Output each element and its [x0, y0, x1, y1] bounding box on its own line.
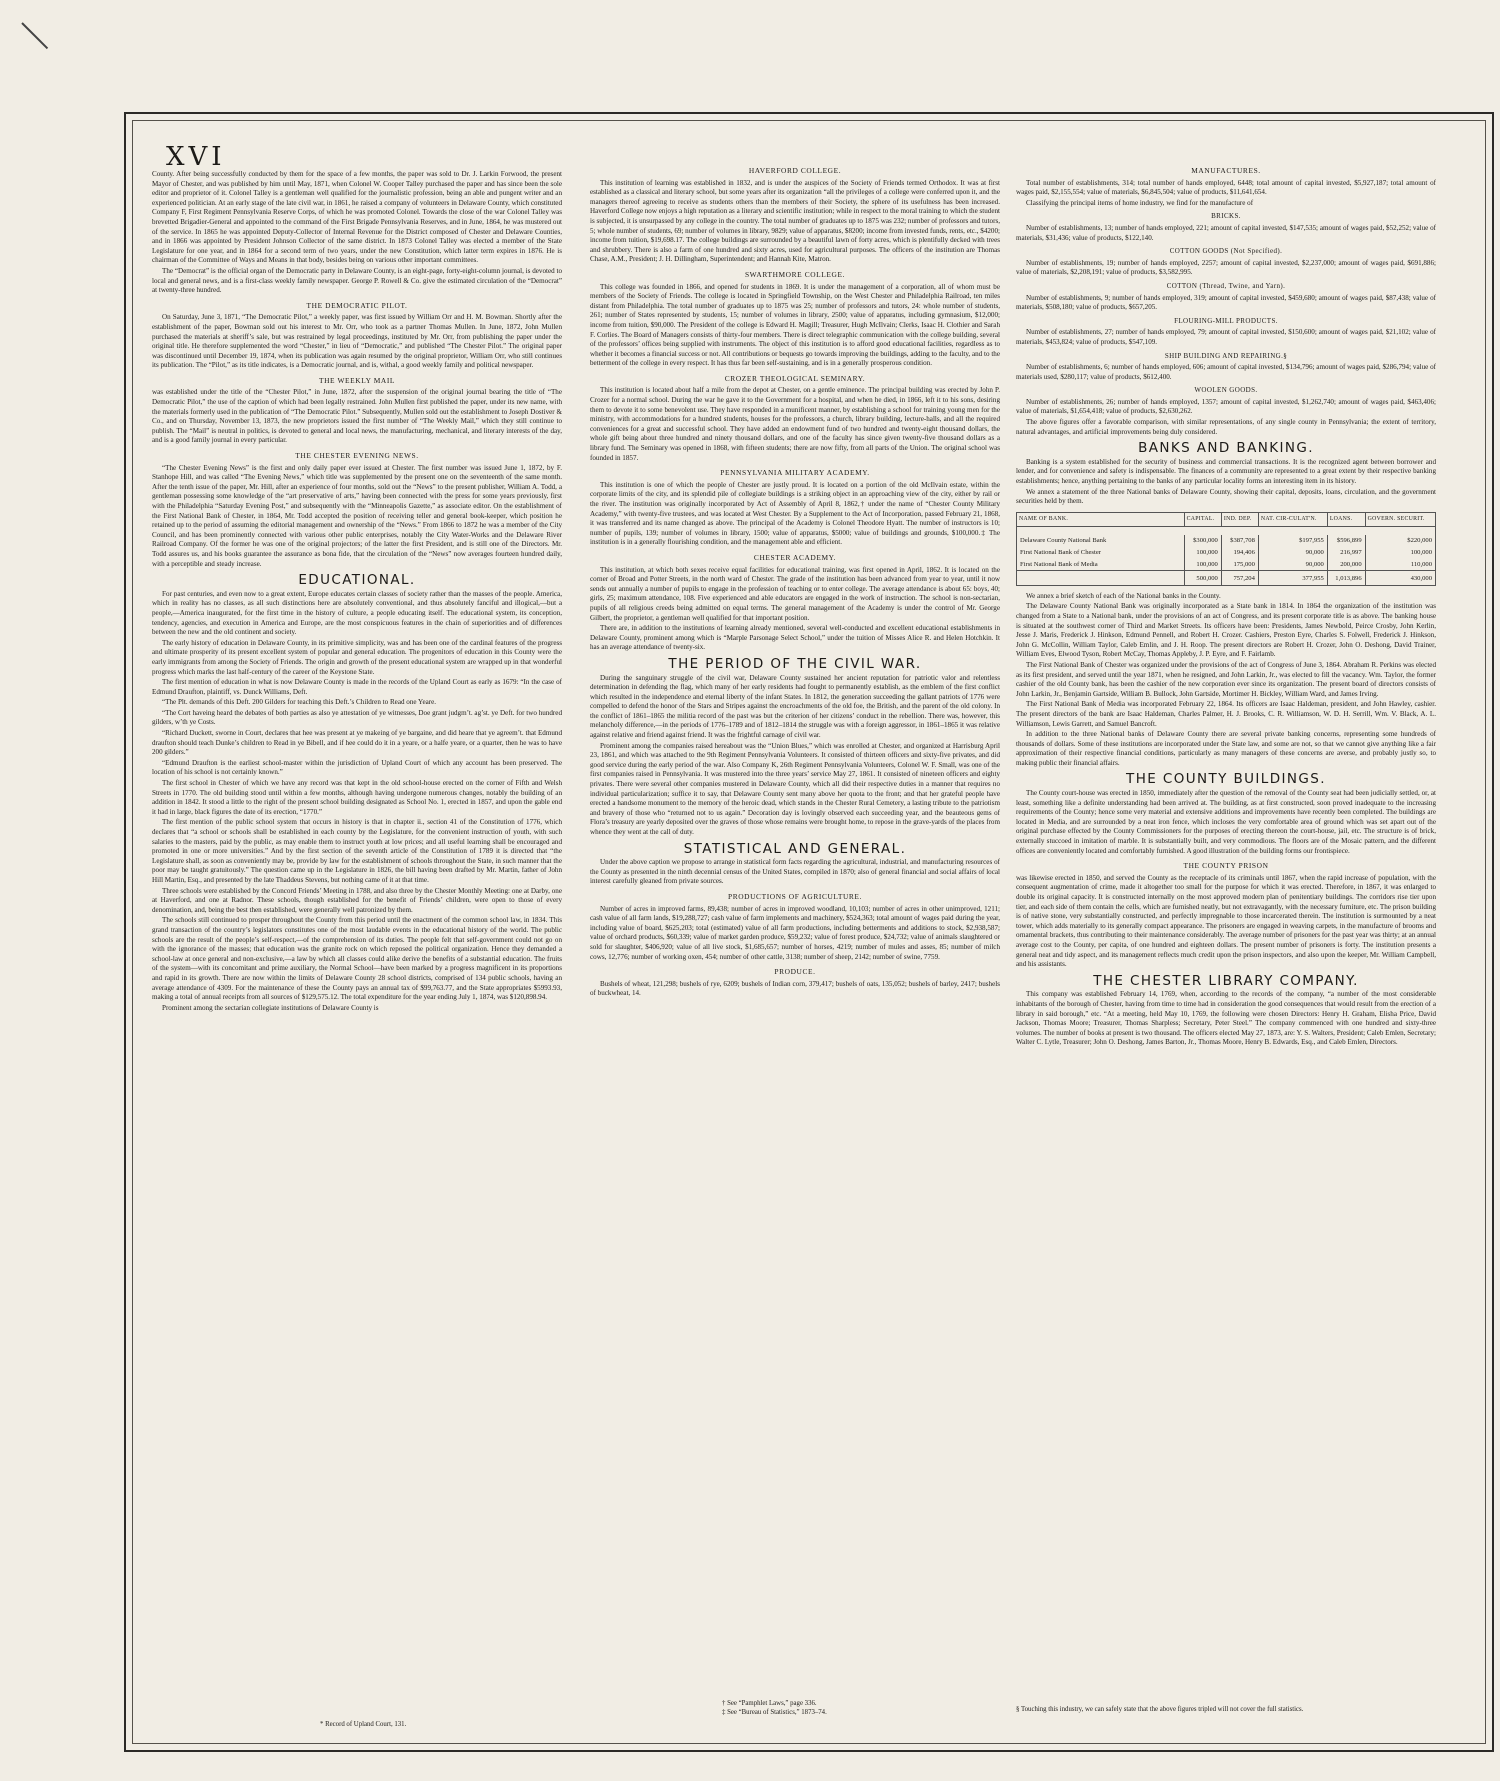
- section-heading: FLOURING-MILL PRODUCTS.: [1174, 316, 1278, 325]
- paragraph: In addition to the three National banks of Delaware County there are several private banking concerns, representing some hundreds of thousands of dollars. Some of these institutions are incorporated under the State law, and some are not, so that we cannot give anything like a fair approximation of their respective financial conditions, particularly as many managers of these concerns are averse, and probably justly so, to making public their financial affairs.: [1016, 730, 1436, 767]
- section-heading: PRODUCE.: [774, 967, 816, 977]
- table-cell: 1,013,896: [1327, 571, 1365, 586]
- paragraph: Number of establishments, 13; number of hands employed, 221; amount of capital invested, $147,535; amount of wages paid, $52,252; value of materials, $31,436; value of products, $122,140.: [1016, 223, 1436, 242]
- paragraph: Classifying the principal items of home industry, we find for the manufacture of: [1026, 198, 1254, 207]
- section-heading: CROZER THEOLOGICAL SEMINARY.: [724, 373, 866, 383]
- section-heading: CHESTER ACADEMY.: [753, 552, 837, 562]
- paragraph: This institution is located about half a mile from the depot at Chester, on a gentle eminence. The principal building was erected by John P. Crozer for a normal school. During the war he gave it to the Government for a hospital, and when he died, in 1866, left it to his sons, desiring them to devote it to some benevolent use. They have responded in a munificent manner, by establishing a school for training young men for the ministry, with accommodations for a hundred students, houses for the professors, a church, library building, lecture-halls, and all the required conveniences for a great and successful school. They have added an endowment fund of two hundred and twenty-eight thousand dollars, the whole gift being about three hundred and ninety thousand dollars, and one of the faculty has since given twenty-five thousand dollars as a library fund. The Seminary was opened in 1868, with fifteen students; there are now fifty, from all parts of the Union. The original school was founded in 1857.: [590, 386, 1000, 462]
- paragraph: This college was founded in 1866, and opened for students in 1869. It is under the management of a corporation, all of whom must be members of the Society of Friends. The college is located in Springfield Township, on the West Chester and Philadelphia Railroad, ten miles distant from Philadelphia. The total number of graduates up to 1875 was 25; number of professors and tutors, 24: whole number of students, 261; number of States represented by students, 15; number of volumes in library, 2500; value of apparatus, including gymnasium, $12,000; income from tuition, $90,000. The President of the college is Edward H. Magill; Treasurer, Hugh McIlvain; Clerks, Isaac H. Clothier and Sarah F. Corlies. The Board of Managers consists of thirty-four members. There is direct telegraphic communication with the college building, several of the professors’ offices being supplied with instruments. The object of this institution is to afford good educational facilities, regardless as to whether it becomes a financial success or not. All contributions or bequests go towards improving the buildings, adding to the faculty, and to the betterment of the college in every respect. It has thus far been self-sustaining, and is in a generally prosperous condition.: [590, 282, 1000, 368]
- paragraph: Number of establishments, 6; number of hands employed, 606; amount of capital invested, $134,796; amount of wages paid, $286,794; value of materials used, $280,117; value of products, $612,400.: [1016, 363, 1436, 381]
- paragraph: was established under the title of the “Chester Pilot,” in June, 1872, after the suspension of the original journal bearing the title of “The Democratic Pilot,” the use of the caption of which had been legally restrained. John Mullen first published the paper, under its new name, with the materials formerly used in the publication of “The Democratic Pilot.” Subsequently, Mullen sold out the establishment to Joseph Dostiver & Co., and on Thursday, November 13, 1873, the new proprietors issued the first number of “The Weekly Mail,” which they still continue to publish. The “Mail” is neutral in politics, is devoted to general and local news, the manufacturing, mechanical, and literary interests of the day, and is a good family journal in every particular.: [152, 388, 562, 445]
- section-heading: PRODUCTIONS OF AGRICULTURE.: [728, 891, 862, 901]
- paragraph: Prominent among the companies raised hereabout was the “Union Blues,” which was enrolled at Chester, and organized at Harrisburg April 23, 1861, and which was attached to the 9th Regiment Pennsylvania Volunteers. It consisted of thirteen officers and sixty-five privates, and did good service during the early period of the war. Also Company K, 26th Regiment Pennsylvania Volunteers, Colonel W. F. Small, was one of the first companies raised in Pennsylvania. It was mustered into the three years’ service May 27, 1861. It consisted of nineteen officers and eighty privates. There were several other companies mustered in Delaware County, which all did their respective duties in a manner that requires no individual particularization; suffice it to say, that Delaware County sent many above her quota to the front; and that her grateful people have erected a handsome monument to the memory of the heroic dead, which stands in the Chester Rural Cemetery, a lasting tribute to the patriotism and bravery of those who “returned not to us again.” Decoration day is lovingly observed each succeeding year, and the beauteous gems of Flora’s treasury are yearly deposited over the graves of those whose remains were brought home, to repose in the grave-yards of the places from whence they went at the call of duty.: [590, 741, 1000, 836]
- table-cell: 100,000: [1365, 547, 1435, 559]
- table-cell: 100,000: [1184, 547, 1221, 559]
- footnote: * Record of Upland Court, 131.: [320, 1721, 407, 1728]
- paragraph: Number of establishments, 26; number of hands employed, 1357; amount of capital invested, $1,262,740; amount of wages paid, $463,406; value of materials, $1,654,418; value of products, $2,630,262.: [1016, 397, 1436, 416]
- table-row: [1017, 547, 1436, 559]
- chapter-heading: STATISTICAL AND GENERAL.: [683, 840, 907, 857]
- table-cell: $300,000: [1184, 535, 1221, 547]
- paragraph: Bushels of wheat, 121,298; bushels of rye, 6209; bushels of Indian corn, 379,417; bushels of oats, 135,052; bushels of barley, 2417; bushels of buckwheat, 14.: [590, 979, 1000, 998]
- table-cell: 100,000: [1184, 559, 1221, 571]
- paragraph: We annex a brief sketch of each of the National banks in the County.: [1026, 591, 1221, 600]
- table-row: [1017, 535, 1436, 547]
- paragraph: For past centuries, and even now to a great extent, Europe educates certain classes of society rather than the masses of the people. America, which in reality has no classes, as all such distinctions here are absolutely conventional, and thus absolutely fanciful and illogical,—but a people,—America inaugurated, for the first time in the history of culture, a people educating itself. The educational system, its conception, tendency, agencies, and execution in America and Europe, are the most conspicuous features in the chain of superiorities and of differences between the new and the old continent and society.: [152, 589, 562, 637]
- column-header: IND. DEP.: [1221, 512, 1258, 527]
- paragraph: Number of acres in improved farms, 89,438; number of acres in improved woodland, 10,103; number of acres in other unimproved, 1211; cash value of all farm lands, $19,288,727; cash value of farm implements and machinery, $524,363; total amount of wages paid during the year, including value of board, $625,203; total (estimated) value of all farm productions, including betterments and additions to stock, $2,938,587; value of orchard products, $60,339; value of market garden produce, $59,232; value of forest produce, $24,732; value of animals slaughtered or sold for slaughter, $406,920; value of all live stock, $1,685,657; number of horses, 4219; number of mules and asses, 85; number of milch cows, 12,776; number of working oxen, 454; number of other cattle, 3138; number of sheep, 2142; number of swine, 7759.: [590, 904, 1000, 961]
- paragraph: Total number of establishments, 314; total number of hands employed, 6448; total amount of capital invested, $5,927,187; total amount of wages paid, $2,155,554; value of materials, $6,845,504; value of products, $11,641,654.: [1016, 178, 1436, 197]
- section-heading: THE COUNTY PRISON: [1183, 861, 1269, 871]
- chapter-heading: EDUCATIONAL.: [298, 572, 416, 589]
- paragraph: The early history of education in Delaware County, in its primitive simplicity, was and has been one of the cardinal features of the progress and ultimate prosperity of its present excellent system of popular and general education. The progenitors of education in this County were the early immigrants from among the Society of Friends. The origin and growth of the present educational system are wrapped up in that wonderful progress which marks the last half-century of the career of the Keystone State.: [152, 638, 562, 676]
- paragraph: Under the above caption we propose to arrange in statistical form facts regarding the agricultural, industrial, and manufacturing resources of the County as presented in the ninth decennial census of the United States, compiled in 1870; also of general financial and social affairs of local interest carefully gleaned from private sources.: [590, 858, 1000, 886]
- table-cell: First National Bank of Media: [1017, 559, 1185, 571]
- paragraph: Banking is a system established for the security of business and commercial transactions. It is the recognized agent between borrower and lender, and for convenience and safety is indispensable. The finances of a community are represented to a great extent by their respective banking establishments; hence, anything pertaining to the banks of any particular locality forms an interesting item in its history.: [1016, 457, 1436, 486]
- paragraph: Number of establishments, 19; number of hands employed, 2257; amount of capital invested, $2,237,000; amount of wages paid, $691,886; value of materials, $2,208,191; value of products, $3,582,995.: [1016, 258, 1436, 277]
- paragraph: The first mention of the public school system that occurs in history is that in chapter ii., section 41 of the Constitution of 1776, which declares that “a school or schools shall be established in each county by the Legislature, for the convenient instruction of youth, with such salaries to the masters, paid by the public, as may enable them to instruct youth at low prices; and all useful learning shall be encouraged and promoted in one or more universities.” And by the first section of the seventh article of the Constitution of 1789 it is directed that “the Legislature shall, as soon as conveniently may be, provide by law for the establishment of schools throughout the State, in such manner that the poor may be taught gratuitously.” The question came up in the Legislature in 1826, the bill having been drafted by Mr. Martin, father of John Hill Martin, Esq., and presented by the late Thaddeus Stevens, but nothing came of it at that time.: [152, 818, 562, 884]
- column-header: NAT. CIR-CULAT'N.: [1258, 512, 1327, 527]
- paragraph: “Edmund Draufton is the earliest school-master within the jurisdiction of Upland Court of which any account has been preserved. The location of his school is not certainly known.”: [152, 758, 562, 777]
- paragraph: The Delaware County National Bank was originally incorporated as a State bank in 1814. In 1864 the organization of the institution was changed from a State to a National bank, under the provisions of an act of Congress, and its present corporate title is as above. The banking house is situated at the southwest corner of Third and Market Streets. Its officers have been: Presidents, James Newbold, Peirce Crosby, John Kerlin, Jesse J. Maris, Frederick J. Hinkson, Edmund Pennell, and Robert H. Crozer. Cashiers, Preston Eyre, Charles S. Folwell, Frederick J. Hinkson, John G. McCollin, William Taylor, Caleb Emlin, and J. H. Roop. The present directors are Robert H. Crozer, John O. Deshong, David Trainer, William Eves, Elwood Tyson, Robert McCay, Thomas Appleby, J. P. Eyre, and F. Fairlamb.: [1016, 602, 1436, 659]
- paragraph: “The Cort haveing heard the debates of both parties as also ye attestation of ye witnesses, Doe grant judgm’t. ag’st. ye Deft. for two hundred gilders, w’th ye Costs.: [152, 708, 562, 727]
- section-heading: THE CHESTER EVENING NEWS.: [295, 451, 419, 461]
- section-heading: BRICKS.: [1211, 212, 1241, 221]
- paragraph: This company was established February 14, 1769, when, according to the records of the company, “a number of the most considerable inhabitants of the borough of Chester, having from time to time had in consideration the good consequences that would result from the erection of a library in said borough,” etc. “At a meeting, held May 10, 1769, the following were chosen Directors: Henry H. Graham, Elisha Price, David Jackson, Thomas Moore; Treasurer, Thomas Sharpless; Secretary, Peter Steel.” The company commenced with one hundred and sixty-three volumes. The number of books at present is two thousand. The officers elected May 27, 1873, are: Y. S. Walters, President; Caleb Emlen, Secretary; Walter C. Lytle, Treasurer; John O. Deshong, James Barton, Jr., Thomas Moore, Henry B. Edwards, Esq., and Caleb Emlen, Directors.: [1016, 990, 1436, 1047]
- scan-corner-mark: [21, 22, 48, 49]
- section-heading: THE DEMOCRATIC PILOT.: [306, 300, 408, 310]
- table-total-row: [1017, 571, 1436, 586]
- chapter-heading: THE CHESTER LIBRARY COMPANY.: [1093, 972, 1359, 989]
- chapter-heading: THE COUNTY BUILDINGS.: [1126, 771, 1326, 788]
- footnote: § Touching this industry, we can safely state that the above figures tripled will not cover the full statistics.: [1016, 1706, 1304, 1713]
- table-cell: Delaware County National Bank: [1017, 535, 1185, 547]
- paragraph: Number of establishments, 27; number of hands employed, 79; amount of capital invested, $150,600; amount of wages paid, $21,102; value of materials, $453,824; value of products, $547,109.: [1016, 328, 1436, 346]
- table-header-row: [1017, 512, 1436, 527]
- column-left: [152, 170, 562, 1743]
- paragraph: The County court-house was erected in 1850, immediately after the question of the removal of the County seat had been judicially settled, or, at least, something like a definite understanding had been arrived at. The building, as at first constructed, soon proved inadequate to the increasing requirements of the County; hence some very material and extensive additions and improvements have recently been completed. The buildings are located in Media, and are surrounded by a neat iron fence, which incloses the very comfortable area of ground which was set apart out of the original purchase effected by the County Commissioners for the purposes of erecting thereon the court-house, jail, etc. The structure is of brick, externally stuccoed in imitation of marble. It is substantially built, and very commodious. The floors are of the Mosaic pattern, and the different offices are conveniently located and comfortably furnished. A good illustration of the building forms our frontispiece.: [1016, 789, 1436, 855]
- table-row: [1017, 559, 1436, 571]
- table-cell: $387,708: [1221, 535, 1258, 547]
- paragraph: Three schools were established by the Concord Friends’ Meeting in 1788, and also three by the Chester Monthly Meeting: one at Darby, one at Haverford, and one at Radnor. These schools, though established for the benefit of Friends’ children, were open to those of every denomination, and, being the best then established, were generally well patronized by them.: [152, 886, 562, 914]
- section-heading: PENNSYLVANIA MILITARY ACADEMY.: [720, 468, 870, 478]
- table-cell: 377,955: [1258, 571, 1327, 586]
- table-cell: $596,899: [1327, 535, 1365, 547]
- table-cell: 90,000: [1258, 547, 1327, 559]
- paragraph: The schools still continued to prosper throughout the County from this period until the enactment of the common school law, in 1834. This grand transaction of the country’s legislators constitutes one of the most laudable events in the educational history of the world. The public schools are the result of the people’s self-respect,—of the comprehension of its duties. The people felt that self-government could not go on with the ignorance of the masses; that education was the granite rock on which reposed the political organization. Hence they demanded a school-law at once general and non-exclusive,—a law by which all classes could alike derive the benefits of a substantial education. The fruits of the system—with its concomitant and prime auxiliary, the Normal School—have been marked by a progress magnificent in its proportions and rapid in its growth. There are now within the limits of Delaware County 28 school districts, comprised of 134 public schools, having an average attendance of 4309. For the maintenance of these the County pays an annual tax of $99,763.77, and the State appropriates $5993.93, making a total of annual receipts from all sources of $129,575.12. The total expenditure for the year ending July 1, 1874, was $120,898.94.: [152, 916, 562, 1002]
- table-cell: [1017, 571, 1185, 586]
- column-middle: [590, 166, 1000, 1743]
- section-heading: WOOLEN GOODS.: [1194, 386, 1258, 395]
- table-cell: 430,000: [1365, 571, 1435, 586]
- paragraph: On Saturday, June 3, 1871, “The Democratic Pilot,” a weekly paper, was first issued by William Orr and H. M. Bowman. Shortly after the establishment of the paper, Bowman sold out his interest to Mr. Orr, who took as a partner Thomas Mullen. In June, 1872, John Mullen purchased the materials at sheriff’s sale, but was restrained by legal proceedings, instituted by Mr. Orr, from publishing the paper under the original title. He therefore supplemented the word “Chester,” in lieu of “Democratic,” and published “The Chester Pilot.” The original paper was discontinued until December 19, 1874, when its publication was again resumed by the original proprietor, William Orr, who still continues its publication. The “Pilot,” as its title indicates, is a Democratic journal, and is, withal, a good weekly family and political newspaper.: [152, 313, 562, 370]
- table-cell: First National Bank of Chester: [1017, 547, 1185, 559]
- section-heading: SWARTHMORE COLLEGE.: [744, 269, 846, 279]
- page-number: XVI: [166, 142, 226, 172]
- paragraph: The first mention of education in what is now Delaware County is made in the records of the Upland Court as early as 1679: “In the case of Edmund Draufton, plaintiff, vs. Dunck Williams, Deft.: [152, 678, 562, 696]
- paragraph: County. After being successfully conducted by them for the space of a few months, the paper was sold to Dr. J. Larkin Forwood, the present Mayor of Chester, and was published by him until May, 1871, when Colonel W. Cooper Talley purchased the paper and has since been the sole editor and proprietor of it. Colonel Talley is a gentleman well qualified for the journalistic profession, being an able and pungent writer and an experienced politician. At an early stage of the late civil war, in 1861, he raised a company of volunteers in Delaware County, which constituted Company F, First Regiment Pennsylvania Reserve Corps, of which he was promoted Colonel. Towards the close of the war Colonel Talley was brevetted Brigadier-General and appointed to the command of the First Brigade Pennsylvania Reserves, and in June, 1864, he was mustered out of the service. In 1865 he was appointed Deputy-Collector of Internal Revenue for the District composed of Chester and Delaware Counties, and in 1866 was appointed by President Johnson Collector of the same district. In 1873 Colonel Talley was elected a member of the State Legislature for one year, and in 1864 for a second term of two years, under the new Constitution, which latter term expires in 1876. He is chairman of the Committee of Ways and Means in that body, besides being on various other important committees.: [152, 170, 562, 265]
- paragraph: This institution of learning was established in 1832, and is under the auspices of the Society of Friends termed Orthodox. It was at first established as a classical and literary school, but some years after its organization “all the privileges of a college were conferred upon it, and the managers thereof agreeing to receive as students others than the members of their Society, the sphere of its usefulness has been increased. Haverford College now enjoys a high reputation as a literary and scientific institution; while in respect to the moral training to which the student is subjected, it is unsurpassed by any college in the country. The total number of graduates up to 1875 was 232; number of professors and tutors, 5; whole number of students, 69; number of volumes in library, 9829; value of apparatus, $8200; income from invested funds, rents, etc., $4200; income from tuition, $19,698.17. The college buildings are surrounded by a beautiful lawn of forty acres, which is plentifully decked with trees and shrubbery. There is also a farm of one hundred and sixty acres, used for agricultural purposes. The officers of the institution are Thomas Chase, A.M., President; J. H. Dillingham, Superintendent; and Hannah Kite, Matron.: [590, 178, 1000, 264]
- paragraph: The first school in Chester of which we have any record was that kept in the old school-house erected on the corner of Fifth and Welsh Streets in 1770. The old building stood until within a few months, although having undergone numerous changes, notably the building of an addition in 1842. It stood a little to the right of the present school building designated as School No. 1, erected in 1857, and upon the gable end it had in large, black figures the date of its erection, “1770.”: [152, 779, 562, 816]
- paragraph: was likewise erected in 1850, and served the County as the receptacle of its criminals until 1867, when the rapid increase of population, with the consequent augmentation of crime, made it altogether too small for the purpose for which it was erected. Therefore, in 1867, it was enlarged to double its original capacity. It is constructed internally on the most approved modern plan of penitentiary buildings. The corridors rise tier upon tier, and each side of them contain the cells, which are furnished neatly, but not extravagantly, with the necessary furniture, etc. The prison building is of native stone, very substantially constructed, and perfectly impregnable to those incarcerated therein. The institution is surmounted by a neat tower, which adds materially to its generally compact appearance. The prisoners are engaged in weaving carpets, in the manufacture of brooms and ornamental brackets, thus contributing to their maintenance considerably. The average number of prisoners for the past year was thirty; at an annual average cost to the County, per capita, of one hundred and eighteen dollars. The present number of prisoners is forty. The institution presents a general neat and tidy aspect, and its management reflects much credit upon the prison inspectors, and also upon the keeper, Mr. William Campbell, and his assistants.: [1016, 873, 1436, 969]
- footnote: [722, 1700, 827, 1717]
- paragraph: We annex a statement of the three National banks of Delaware County, showing their capital, deposits, loans, circulation, and the government securities held by them.: [1016, 487, 1436, 506]
- paragraph: “The Plt. demands of this Deft. 200 Gilders for teaching this Deft.’s Children to Read one Yeare.: [162, 698, 437, 707]
- footnote-line: † See “Pamphlet Laws,” page 336.: [722, 1700, 817, 1707]
- table-cell: 500,000: [1184, 571, 1221, 586]
- table-cell: 200,000: [1327, 559, 1365, 571]
- table-cell: 90,000: [1258, 559, 1327, 571]
- table-cell: 110,000: [1365, 559, 1435, 571]
- footnote-line: ‡ See “Bureau of Statistics,” 1873–74.: [722, 1708, 827, 1716]
- paragraph: During the sanguinary struggle of the civil war, Delaware County sustained her ancient reputation for patriotic valor and relentless determination in defending the flag, which many of her early residents had fought to permanently establish, as the emblem of the first conflict which resulted in the independence and eternal liberty of the infant States. In 1812, the generation succeeding the gallant patriots of 1776 were compelled to defend the honor of the Stars and Stripes against the encroachments of the old foe, the British, and the parent of the old colony. In the conflict of 1861–1865 the militia record of the past was but the criterion of her citizens’ conduct in the rebellion. There was, however, this melancholy difference,—in the periods of 1776–1789 and of 1812–1814 the struggle was with a foreign aggressor, in 1861–1865 it was relative against relative and friend against friend. It was the frightful carnage of civil war.: [590, 673, 1000, 740]
- table-cell: 194,406: [1221, 547, 1258, 559]
- column-right: [1016, 166, 1436, 1743]
- paragraph: “The Chester Evening News” is the first and only daily paper ever issued at Chester. The first number was issued June 1, 1872, by F. Stanhope Hill, and was called “The Evening News,” which title was supplemented by the present one on the seventeenth of the same month. After the tenth issue of the paper, Mr. Hill, after an experience of four months, sold out the “News” to the present publisher, William A. Todd, a gentleman possessing some knowledge of the “art preservative of arts,” having been connected with the press for some years previously, first with the Philadelphia “Saturday Evening Post,” and subsequently with the “Minneapolis Gazette,” as associate editor. On the establishment of the First National Bank of Chester, in 1864, Mr. Todd accepted the position of receiving teller and general book-keeper, which position he retained up to the period of assuming the editorial management and ownership of the “News.” From 1866 to 1872 he was a member of the City Council, and has been prominently connected with various other public enterprises, notably the City Water-Works and the Delaware River Railroad Company. Of the former he was one of the original projectors; of the latter the first President, and is still one of the Directors. Mr. Todd assures us, and his books guarantee the assurance as bona fide, that the circulation of the “News” now averages fourteen hundred daily, with a perceptible and steady increase.: [152, 463, 562, 568]
- table-cell: 216,997: [1327, 547, 1365, 559]
- column-header: LOANS.: [1327, 512, 1365, 527]
- paragraph: This institution is one of which the people of Chester are justly proud. It is located on a portion of the old McIlvain estate, within the corporate limits of the city, and its splendid pile of collegiate buildings is a striking object in an approaching view of the city, either by rail or the river. The institution was originally incorporated by Act of Assembly of April 8, 1862,† under the name of “Chester County Military Academy,” with twenty-five trustees, and was located at West Chester. By a Supplement to the Act of Incorporation, passed February 21, 1868, it was transferred and its name changed as above. The principal of the Academy is Colonel Theodore Hyatt. The number of instructors is 10; number of pupils, 139; number of volumes in library, 1500; value of apparatus, $5000; value of buildings and grounds, $100,000.‡ The institution is in a generally flourishing condition, and the management able and efficient.: [590, 480, 1000, 547]
- table-cell: 175,000: [1221, 559, 1258, 571]
- paragraph: The First National Bank of Chester was organized under the provisions of the act of Congress of June 3, 1864. Abraham R. Perkins was elected as its first president, and served until the year 1871, when he resigned, and John Larkin, Jr., was elected to fill the vacancy. Wm. Taylor, the former cashier of the old County bank, has been the cashier of the new corporation ever since its organization. The present board of directors consists of John Larkin, Jr., Benjamin Gartside, William B. Bullock, John Gartside, Mortimer H. Bickley, William Ward, and James Irving.: [1016, 660, 1436, 698]
- paragraph: “Richard Duckett, sworne in Court, declares that hee was present at ye makeing of ye bargaine, and did heare that ye agreem’t. that Edmund draufton should teach Dunke’s children to Read in ye Bibell, and if hee could do it in a yeare, or a halfe yeare, or a quarter, then he was to have 200 gilders.”: [152, 729, 562, 757]
- paragraph: Prominent among the sectarian collegiate institutions of Delaware County is: [162, 1003, 379, 1012]
- section-heading: THE WEEKLY MAIL: [319, 375, 395, 385]
- paragraph: The “Democrat” is the official organ of the Democratic party in Delaware County, is an eight-page, forty-eight-column journal, is devoted to local and general news, and is a first-class weekly family newspaper. George P. Rowell & Co. give the estimated circulation of the “Democrat” at twenty-three hundred.: [152, 266, 562, 295]
- table-cell: $220,000: [1365, 535, 1435, 547]
- table-row: [1017, 527, 1436, 536]
- paragraph: The above figures offer a favorable comparison, with similar representations, of any single county in Pennsylvania; the extent of territory, natural advantages, and artificial improvements being duly considered.: [1016, 418, 1436, 436]
- column-header: CAPITAL.: [1184, 512, 1221, 527]
- section-heading: COTTON GOODS (Not Specified).: [1169, 247, 1283, 256]
- section-heading: HAVERFORD COLLEGE.: [748, 166, 842, 175]
- paragraph: There are, in addition to the institutions of learning already mentioned, several well-conducted and excellent educational establishments in Delaware County, prominent among which is “Marple Parsonage Select School,” under the tuition of Misses Alice R. and Helen Hotchkin. It has an average attendance of twenty-six.: [590, 624, 1000, 652]
- table-cell: $197,955: [1258, 535, 1327, 547]
- section-heading: COTTON (Thread, Twine, and Yarn).: [1166, 281, 1286, 290]
- table-cell: 757,204: [1221, 571, 1258, 586]
- chapter-heading: THE PERIOD OF THE CIVIL WAR.: [668, 655, 922, 672]
- paragraph: The First National Bank of Media was incorporated February 22, 1864. Its officers are Isaac Haldeman, president, and John Hawley, cashier. The present directors of the bank are Isaac Haldeman, Charles Palmer, H. J. Brooks, C. R. Williamson, W. D. H. Serrill, Wm. V. Black, A. L. Williamson, Lewis Garrett, and Samuel Bancroft.: [1016, 700, 1436, 728]
- section-heading: SHIP BUILDING AND REPAIRING.§: [1164, 351, 1288, 360]
- column-header: NAME OF BANK.: [1017, 512, 1185, 527]
- chapter-heading: BANKS AND BANKING.: [1138, 440, 1314, 457]
- paragraph: Number of establishments, 9; number of hands employed, 319; amount of capital invested, $459,680; amount of wages paid, $87,438; value of materials, $508,180; value of products, $657,205.: [1016, 293, 1436, 312]
- paragraph: This institution, at which both sexes receive equal facilities for educational training, was first opened in April, 1862. It is located on the corner of Broad and Potter Streets, in the north ward of Chester. The grade of the institution has been advanced from year to year, until it now sends out annually a number of pupils to engage in the profession of teaching or to enter college. The average attendance is about 65: boys, 40; girls, 25; maximum attendance, 108. Five experienced and able educators are engaged in the work of instruction. The school is non-sectarian, pupils of all religious creeds being admitted on equal terms. The general management of the Academy is under the control of Mr. George Gilbert, the proprietor, a gentleman well qualified for that important position.: [590, 565, 1000, 622]
- column-header: GOVERN. SECURIT.: [1365, 512, 1435, 527]
- banks-table: [1016, 512, 1436, 586]
- section-heading: MANUFACTURES.: [1191, 166, 1261, 175]
